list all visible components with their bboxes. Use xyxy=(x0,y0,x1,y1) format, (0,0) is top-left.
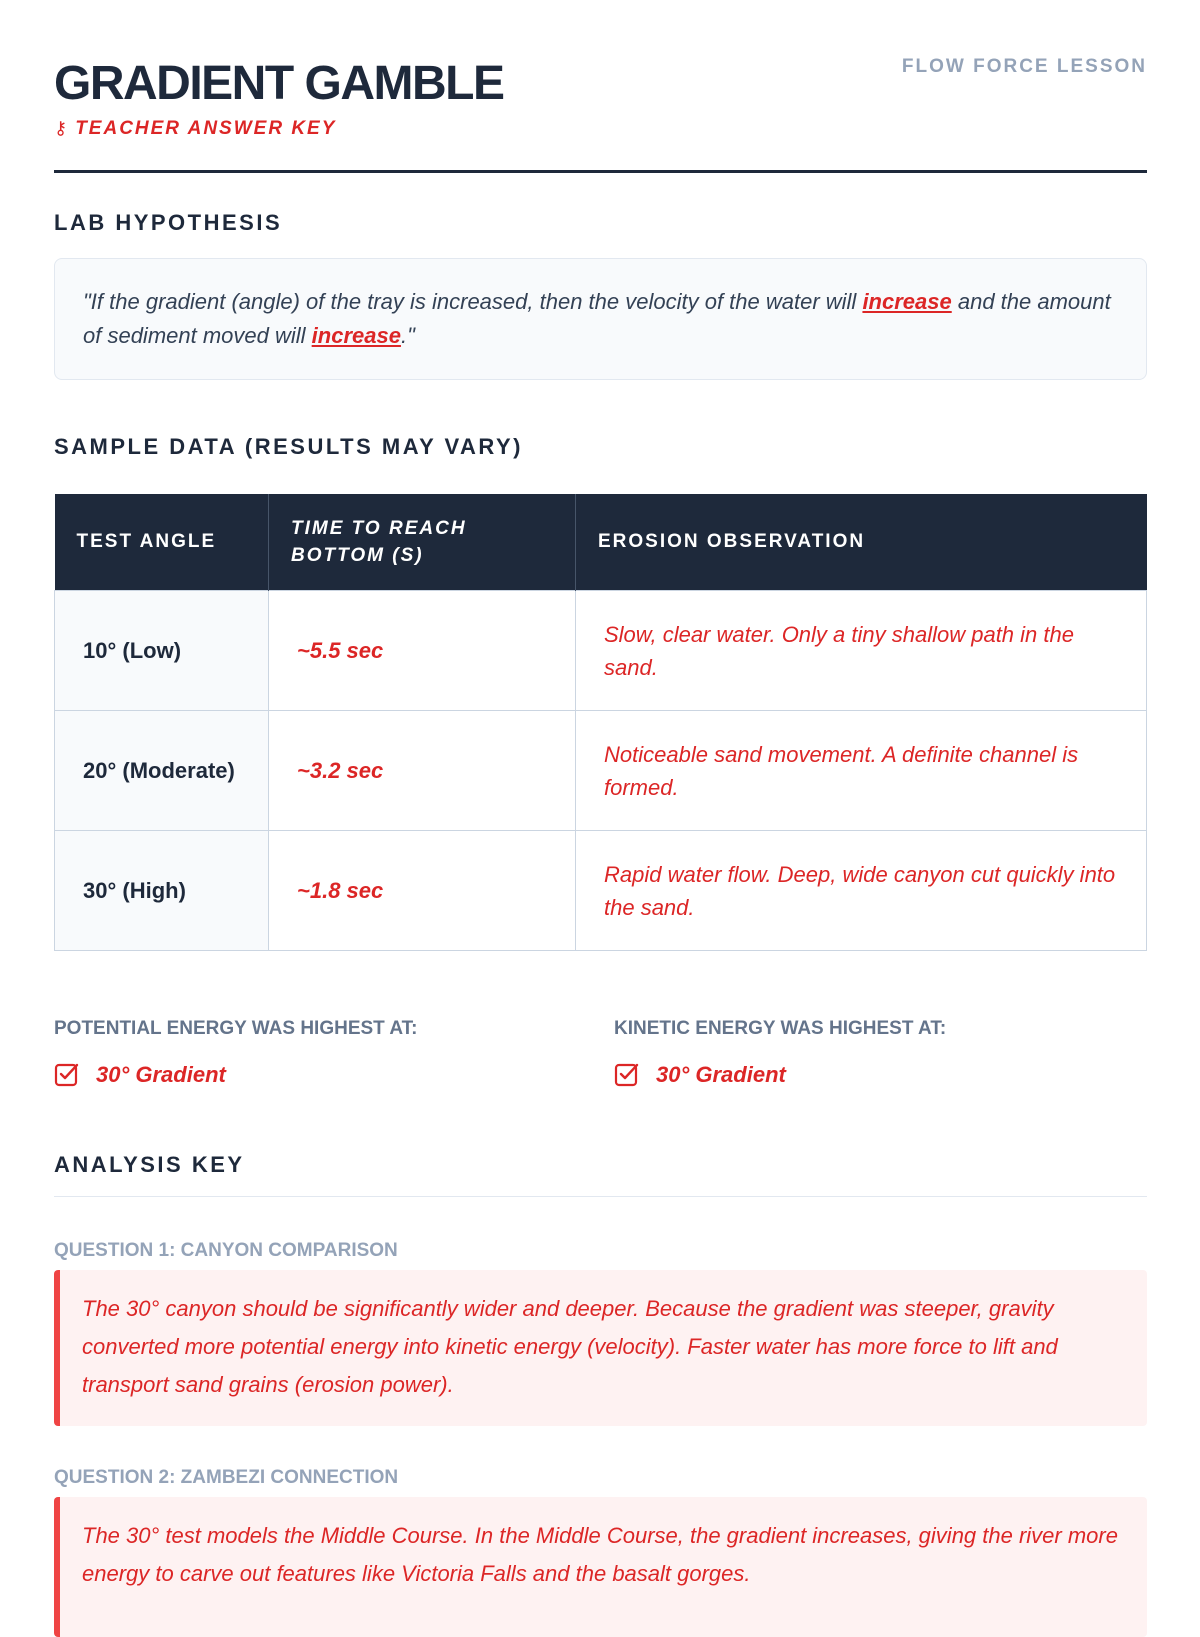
angle-cell: 30° (High) xyxy=(55,831,269,951)
time-cell: ~1.8 sec xyxy=(269,831,576,951)
section-divider xyxy=(54,1196,1147,1197)
answer-key-subtitle xyxy=(54,118,336,140)
question-1-label: QUESTION 1: CANYON COMPARISON xyxy=(54,1240,398,1261)
page-header xyxy=(54,56,1147,173)
answer-key-label: TEACHER ANSWER KEY xyxy=(75,118,337,139)
kinetic-energy-label: KINETIC ENERGY WAS HIGHEST AT: xyxy=(614,1018,947,1039)
table-row xyxy=(55,591,1147,711)
sample-data-heading: SAMPLE DATA (RESULTS MAY VARY) xyxy=(54,434,523,459)
key-icon: ⚷ xyxy=(54,118,68,138)
table-row xyxy=(55,711,1147,831)
angle-cell: 20° (Moderate) xyxy=(55,711,269,831)
kinetic-energy-answer xyxy=(614,1062,946,1088)
table-row xyxy=(55,831,1147,951)
column-header-angle: TEST ANGLE xyxy=(55,494,269,591)
hypothesis-fill-1: increase xyxy=(862,289,952,314)
hypothesis-text-1: "If the gradient (angle) of the tray is increased, then the velocity of the water will xyxy=(83,289,863,314)
column-header-observation: EROSION OBSERVATION xyxy=(576,494,1147,591)
question-2-answer: The 30° test models the Middle Course. In the Middle Course, the gradient increases, giving the river more energy to carve out features like Victoria Falls and the basalt gorges. xyxy=(54,1497,1147,1637)
time-cell: ~5.5 sec xyxy=(269,591,576,711)
potential-energy-answer xyxy=(54,1062,418,1088)
hypothesis-text-2: and the amount of sediment moved will xyxy=(83,289,1111,348)
potential-energy-block xyxy=(54,1018,418,1088)
checkbox-checked-icon xyxy=(614,1062,640,1088)
lesson-tag: FLOW FORCE LESSON xyxy=(901,56,1147,77)
potential-energy-label: POTENTIAL ENERGY WAS HIGHEST AT: xyxy=(54,1018,418,1039)
observation-cell: Noticeable sand movement. A definite channel is formed. xyxy=(576,711,1147,831)
checkbox-checked-icon xyxy=(54,1062,80,1088)
analysis-heading: ANALYSIS KEY xyxy=(54,1152,245,1177)
question-2-label: QUESTION 2: ZAMBEZI CONNECTION xyxy=(54,1467,399,1488)
time-cell: ~3.2 sec xyxy=(269,711,576,831)
hypothesis-text-3: ." xyxy=(400,323,415,348)
table-header-row xyxy=(55,494,1147,591)
kinetic-energy-value: 30° Gradient xyxy=(656,1062,786,1087)
question-1-answer: The 30° canyon should be significantly wider and deeper. Because the gradient was steeper, gravity converted more potential energy into kinetic energy (velocity). Faster water has more force to lift and transport sand grains (erosion power). xyxy=(54,1270,1147,1426)
observation-cell: Slow, clear water. Only a tiny shallow path in the sand. xyxy=(576,591,1147,711)
page-title: GRADIENT GAMBLE xyxy=(54,57,504,110)
hypothesis-heading: LAB HYPOTHESIS xyxy=(54,210,283,235)
column-header-time: TIME TO REACH BOTTOM (S) xyxy=(269,494,576,591)
sample-data-table xyxy=(54,494,1147,951)
observation-cell: Rapid water flow. Deep, wide canyon cut quickly into the sand. xyxy=(576,831,1147,951)
potential-energy-value: 30° Gradient xyxy=(96,1062,226,1087)
angle-cell: 10° (Low) xyxy=(55,591,269,711)
hypothesis-box xyxy=(54,258,1147,380)
hypothesis-fill-2: increase xyxy=(311,323,401,348)
kinetic-energy-block xyxy=(614,1018,946,1088)
